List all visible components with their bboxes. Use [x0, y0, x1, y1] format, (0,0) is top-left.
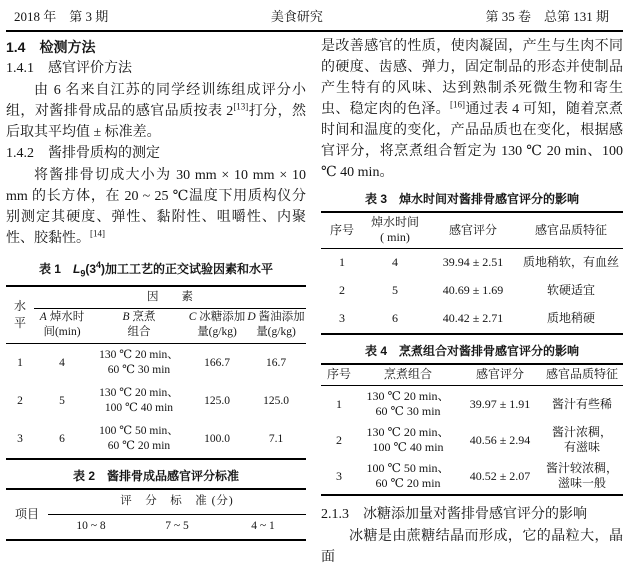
paragraph-sensory-method: 由 6 名来自江苏的同学经训练组成评分小组，对酱排骨成品的感官品质按表 2[13]打分，然后取其平均值 ± 标准差。: [6, 83, 307, 140]
table2-title: 表 2 酱排骨成品感官评分标准: [72, 469, 239, 484]
table4-row-2: 2 130 ℃ 20 min、 100 ℃ 40 min 40.56 ± 2.94 酱汁浓稠， 有滋味: [336, 425, 612, 454]
table2-range-mid: 7 ~ 5: [165, 520, 189, 533]
section-heading-1-4-1: 1.4.1 感官评价方法: [6, 61, 132, 76]
table2-range-high: 10 ~ 8: [76, 520, 106, 533]
citation-16: [16]: [450, 99, 465, 110]
running-head: [6, 3, 623, 32]
table4-row-1: 1 130 ℃ 20 min、 60 ℃ 30 min 39.97 ± 1.91 酱汁有些稀: [336, 389, 612, 418]
table3-row-1: 1 4 39.94 ± 2.51 质地稍软，有血丝: [339, 255, 619, 269]
table3-title: 表 3 焯水时间对酱排骨感官评分的影响: [364, 192, 579, 206]
volume-info: 第 35 卷 总第 131 期: [485, 9, 609, 24]
table4-row-3: 3 100 ℃ 50 min、 60 ℃ 20 min 40.52 ± 2.07 酱汁较浓稠， 滋味一般: [336, 461, 618, 490]
table1-corner-level: 水平: [6, 286, 34, 344]
table1-col-blanch-time: A 焯水时 间(min): [34, 309, 90, 344]
right-column: [321, 36, 623, 568]
section-heading-1-4: 1.4 检测方法: [6, 39, 96, 55]
table3-col-score: 感官评分: [427, 212, 519, 249]
table2-scoring-standard: [6, 488, 306, 541]
table3-col-quality: 感官品质特征: [519, 212, 623, 249]
journal-title: 美食研究: [270, 9, 323, 24]
table1-title: 表 1 $L_9(3^4)$加工工艺的正交试验因素和水平: [38, 260, 274, 279]
table1-col-sugar: C 冰糖添加 量(g/kg): [188, 309, 246, 344]
table4-col-score: 感官评分: [459, 364, 541, 386]
citation-14: [14]: [90, 228, 105, 239]
issue-info: 2018 年 第 3 期: [14, 9, 109, 24]
table2-score-header: 评 分 标 准 (分): [48, 489, 306, 515]
citation-13: [13]: [233, 101, 249, 112]
table4-cook-combo-effect: [321, 363, 623, 496]
table3-row-3: 3 6 40.42 ± 2.71 质地稍硬: [339, 311, 595, 325]
paragraph-sugar-intro: 冰糖是由蔗糖结晶而形成，它的晶粒大，晶面: [321, 529, 623, 565]
table1-col-cook-combo: B 烹煮 组合: [90, 309, 188, 344]
table4-col-combo: 烹煮组合: [357, 364, 459, 386]
table1-row-3: 3 6 100 ℃ 50 min、 60 ℃ 20 min 100.0 7.1: [17, 425, 284, 453]
left-column: [6, 36, 306, 568]
table1-row-1: 1 4 130 ℃ 20 min、 60 ℃ 30 min 166.7 16.7: [17, 349, 287, 377]
table2-corner-item: 项目: [14, 507, 39, 522]
section-heading-1-4-2: 1.4.2 酱排骨质构的测定: [6, 146, 160, 161]
table3-col-no: 序号: [321, 212, 363, 249]
paragraph-cooking-discussion: 是改善感官的性质，使肉凝固，产生与生肉不同的硬度、齿感、弹力，固定制品的形态并使制品产生特有的风味、达到熟制杀死微生物和寄生虫、稳定肉的色泽。[16]通过表 4 可知，随着烹煮时间和温度的变化，产品品质也在变化，根据感官评分，将烹煮组合暂定为 130 ℃ 20 min、100 ℃ 40 min。: [321, 39, 623, 180]
table1-col-soy: D 酱油添加 量(g/kg): [246, 309, 306, 344]
table2-range-low: 4 ~ 1: [251, 520, 275, 533]
table4-col-no: 序号: [321, 364, 357, 386]
table3-col-time: 焯水时间 ( min): [363, 212, 427, 249]
table4-title: 表 4 烹煮组合对酱排骨感官评分的影响: [364, 344, 579, 358]
table1-factor-header: 因 素: [34, 286, 306, 309]
table1-orthogonal-factors: [6, 285, 306, 460]
table3-row-2: 2 5 40.69 ± 1.69 软硬适宜: [339, 283, 595, 297]
table4-col-quality: 感官品质特征: [541, 364, 623, 386]
table3-blanch-time-effect: [321, 211, 623, 335]
table1-row-2: 2 5 130 ℃ 20 min、 100 ℃ 40 min 125.0 125.0: [17, 387, 289, 415]
paragraph-texture-method: 将酱排骨切成大小为 30 mm × 10 mm × 10 mm 的长方体，在 20 ~ 25 ℃温度下用质构仪分别测定其硬度、弹性、黏附性、咀嚼性、内聚性、胶黏性。[14]: [6, 168, 306, 246]
section-heading-2-1-3: 2.1.3 冰糖添加量对酱排骨感官评分的影响: [321, 507, 587, 522]
